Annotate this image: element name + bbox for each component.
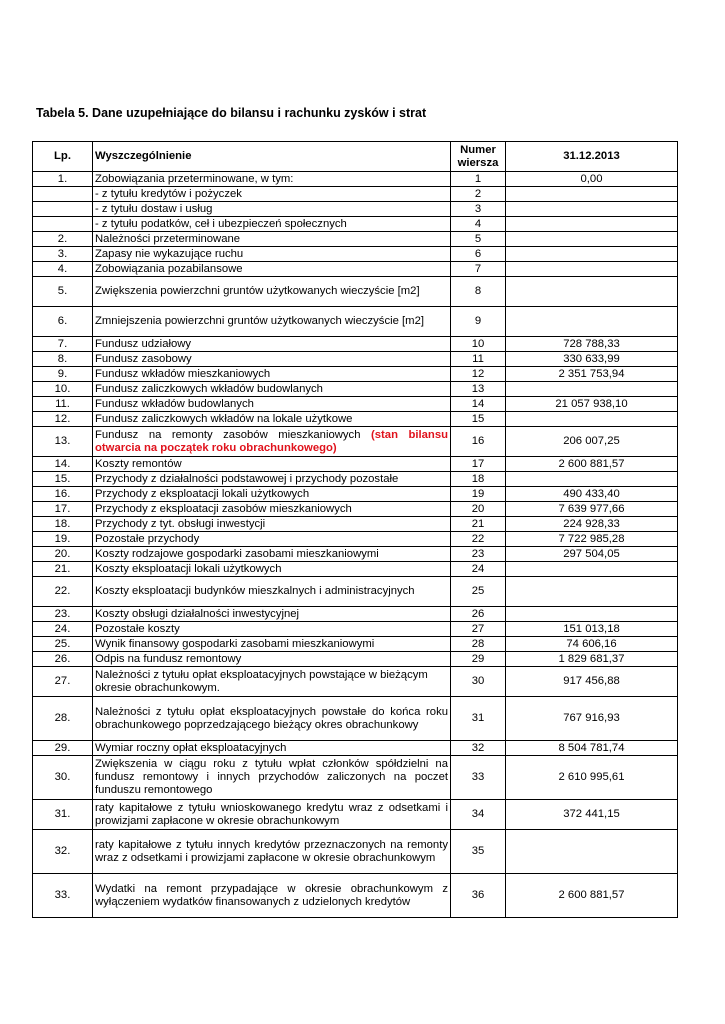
row-description-text: Wymiar roczny opłat eksploatacyjnych [95,741,287,754]
table-row [33,547,678,562]
row-description-text: Koszty rodzajowe gospodarki zasobami mieszkaniowymi [95,547,379,560]
row-description-text: Należności z tytułu opłat eksploatacyjnych powstające w bieżącym okresie obrachunkowym. [95,668,428,694]
row-number: 4 [451,217,506,232]
row-description [93,547,451,562]
row-lp: 20. [33,547,93,562]
row-description-note: (stan bilansu otwarcia na początek roku obrachunkowego) [95,428,449,454]
row-description [93,427,451,457]
row-lp: 9. [33,367,93,382]
row-number: 31 [451,697,506,741]
row-lp: 3. [33,247,93,262]
row-lp: 24. [33,622,93,637]
table-row [33,202,678,217]
row-description-text: Zwiększenia w ciągu roku z tytułu wpłat członków spółdzielni na fundusz remontowy i innych przychodów zaliczonych na poczet funduszu remontowego [95,758,448,796]
row-description-text: Fundusz zaliczkowych wkładów na lokale użytkowe [95,412,353,425]
row-lp: 5. [33,277,93,307]
table-row [33,412,678,427]
row-lp: 21. [33,562,93,577]
row-value: 728 788,33 [506,337,678,352]
row-value [506,562,678,577]
row-value [506,247,678,262]
row-lp: 29. [33,741,93,756]
row-description [93,307,451,337]
table-row [33,532,678,547]
table-row [33,337,678,352]
row-description [93,187,451,202]
table-row [33,830,678,874]
row-description [93,667,451,697]
row-number: 32 [451,741,506,756]
row-description-text: Należności przeterminowane [95,232,241,245]
row-number: 14 [451,397,506,412]
row-value [506,202,678,217]
table-row [33,352,678,367]
row-value: 330 633,99 [506,352,678,367]
row-number: 11 [451,352,506,367]
row-number: 7 [451,262,506,277]
row-description [93,262,451,277]
row-number: 9 [451,307,506,337]
table-row [33,652,678,667]
row-lp: 17. [33,502,93,517]
row-number: 3 [451,202,506,217]
row-number: 21 [451,517,506,532]
row-description [93,697,451,741]
table-row [33,874,678,918]
row-value [506,472,678,487]
row-description [93,397,451,412]
row-number: 33 [451,756,506,800]
row-description-text: Fundusz zasobowy [95,352,192,365]
table-body [33,172,678,918]
row-description-text: Fundusz wkładów mieszkaniowych [95,367,271,380]
row-description [93,412,451,427]
row-description-text: Przychody z eksploatacji lokali użytkowych [95,487,310,500]
row-number: 1 [451,172,506,187]
row-number: 36 [451,874,506,918]
row-description [93,472,451,487]
row-value [506,382,678,397]
row-lp: 16. [33,487,93,502]
row-value [506,577,678,607]
row-lp: 32. [33,830,93,874]
row-description-text: Zobowiązania przeterminowane, w tym: [95,172,294,185]
row-number: 28 [451,637,506,652]
row-description [93,277,451,307]
table-row [33,517,678,532]
table-row [33,502,678,517]
table-row [33,367,678,382]
row-number: 19 [451,487,506,502]
table-row [33,277,678,307]
row-lp: 15. [33,472,93,487]
row-number: 16 [451,427,506,457]
row-number: 8 [451,277,506,307]
row-description [93,172,451,187]
table-row [33,307,678,337]
table-header-row [33,142,678,172]
row-lp: 30. [33,756,93,800]
table-row [33,382,678,397]
row-description [93,874,451,918]
row-lp: 31. [33,800,93,830]
row-value: 7 722 985,28 [506,532,678,547]
row-description [93,577,451,607]
row-value [506,307,678,337]
row-description-text: Zmniejszenia powierzchni gruntów użytkowanych wieczyście [m2] [95,315,424,327]
row-number: 26 [451,607,506,622]
row-lp: 22. [33,577,93,607]
row-description-text: Przychody z tyt. obsługi inwestycji [95,517,266,530]
row-lp [33,202,93,217]
row-value: 151 013,18 [506,622,678,637]
row-description [93,830,451,874]
row-value: 917 456,88 [506,667,678,697]
row-description [93,741,451,756]
header-row-number-line2: wiersza [457,156,499,169]
table-row [33,577,678,607]
table-row [33,217,678,232]
row-description [93,562,451,577]
row-lp: 26. [33,652,93,667]
row-lp: 8. [33,352,93,367]
table-row [33,741,678,756]
row-description [93,337,451,352]
row-description-text: Koszty eksploatacji lokali użytkowych [95,562,282,575]
row-description [93,652,451,667]
row-number: 17 [451,457,506,472]
table-row [33,187,678,202]
row-number: 29 [451,652,506,667]
row-lp: 33. [33,874,93,918]
supplementary-data-table [32,141,678,918]
row-value [506,607,678,622]
row-value: 7 639 977,66 [506,502,678,517]
table-row [33,247,678,262]
row-description [93,352,451,367]
row-description-text: raty kapitałowe z tytułu wnioskowanego kredytu wraz z odsetkami i prowizjami zapłacone w okresie obrachunkowym [95,801,448,827]
row-number: 25 [451,577,506,607]
table-row [33,232,678,247]
row-description-text: Pozostałe przychody [95,532,200,545]
table-row [33,637,678,652]
row-value: 21 057 938,10 [506,397,678,412]
row-lp: 19. [33,532,93,547]
row-lp: 1. [33,172,93,187]
table-row [33,397,678,412]
row-number: 22 [451,532,506,547]
row-lp: 18. [33,517,93,532]
row-lp: 23. [33,607,93,622]
table-row [33,457,678,472]
row-lp: 27. [33,667,93,697]
row-description-text: Wynik finansowy gospodarki zasobami mieszkaniowymi [95,637,375,650]
table-row [33,562,678,577]
row-value: 224 928,33 [506,517,678,532]
row-description-text: - z tytułu dostaw i usług [95,202,213,215]
row-number: 5 [451,232,506,247]
row-lp: 2. [33,232,93,247]
row-value [506,217,678,232]
row-description-text: Fundusz na remonty zasobów mieszkaniowych [95,428,361,441]
row-lp: 13. [33,427,93,457]
row-description [93,382,451,397]
row-description-text: Odpis na fundusz remontowy [95,652,242,665]
row-number: 6 [451,247,506,262]
row-number: 35 [451,830,506,874]
row-description-text: Wydatki na remont przypadające w okresie obrachunkowym z wyłączeniem wydatków finansowanych z udzielonych kredytów [95,882,448,908]
row-number: 10 [451,337,506,352]
row-value: 1 829 681,37 [506,652,678,667]
row-description-text: Koszty remontów [95,457,182,470]
row-number: 12 [451,367,506,382]
row-description [93,637,451,652]
row-description [93,202,451,217]
row-description [93,247,451,262]
row-value [506,232,678,247]
row-description-text: Fundusz zaliczkowych wkładów budowlanych [95,382,323,395]
header-lp: Lp. [33,142,93,172]
row-number: 13 [451,382,506,397]
table-row [33,172,678,187]
row-value: 74 606,16 [506,637,678,652]
header-row-number-line1: Numer [460,143,496,156]
row-lp: 11. [33,397,93,412]
row-lp: 7. [33,337,93,352]
row-lp: 4. [33,262,93,277]
row-value: 8 504 781,74 [506,741,678,756]
table-title: Tabela 5. Dane uzupełniające do bilansu i rachunku zysków i strat [36,106,427,120]
row-description-text: Zobowiązania pozabilansowe [95,262,243,275]
row-description-text: Przychody z działalności podstawowej i przychody pozostałe [95,472,399,485]
row-number: 24 [451,562,506,577]
row-value [506,277,678,307]
row-value: 490 433,40 [506,487,678,502]
row-description [93,457,451,472]
row-description [93,232,451,247]
table-row [33,472,678,487]
row-description-text: Zwiększenia powierzchni gruntów użytkowanych wieczyście [m2] [95,285,420,297]
row-number: 15 [451,412,506,427]
row-description-text: Koszty eksploatacji budynków mieszkalnych i administracyjnych [95,585,415,597]
header-date: 31.12.2013 [506,142,678,172]
row-description [93,756,451,800]
row-value: 2 610 995,61 [506,756,678,800]
row-value [506,830,678,874]
row-description [93,532,451,547]
row-value: 297 504,05 [506,547,678,562]
row-value: 2 600 881,57 [506,457,678,472]
header-description: Wyszczególnienie [93,142,451,172]
table-row [33,262,678,277]
row-lp: 12. [33,412,93,427]
row-value [506,187,678,202]
row-lp: 28. [33,697,93,741]
table-row [33,756,678,800]
row-description [93,217,451,232]
row-description-text: Przychody z eksploatacji zasobów mieszkaniowych [95,502,352,515]
row-description [93,622,451,637]
row-description-text: Pozostałe koszty [95,622,180,635]
row-value: 767 916,93 [506,697,678,741]
row-value: 372 441,15 [506,800,678,830]
table-row [33,697,678,741]
table-row [33,487,678,502]
row-value: 0,00 [506,172,678,187]
row-value [506,262,678,277]
row-number: 23 [451,547,506,562]
table-row [33,622,678,637]
header-row-number [451,142,506,172]
table-row [33,667,678,697]
row-number: 2 [451,187,506,202]
row-number: 34 [451,800,506,830]
row-description [93,517,451,532]
row-number: 20 [451,502,506,517]
row-description-text: - z tytułu podatków, ceł i ubezpieczeń społecznych [95,217,347,230]
row-description-text: Zapasy nie wykazujące ruchu [95,247,244,260]
table-row [33,427,678,457]
row-description [93,367,451,382]
row-lp [33,187,93,202]
row-lp: 25. [33,637,93,652]
table-row [33,800,678,830]
row-lp: 14. [33,457,93,472]
row-description [93,502,451,517]
row-description-text: Koszty obsługi działalności inwestycyjnej [95,607,300,620]
row-number: 30 [451,667,506,697]
row-lp: 10. [33,382,93,397]
row-description-text: Fundusz udziałowy [95,337,192,350]
row-description-text: Fundusz wkładów budowlanych [95,397,254,410]
row-description-text: Należności z tytułu opłat eksploatacyjnych powstałe do końca roku obrachunkowego poprzedzającego bieżący okres obrachunkowy [95,705,448,731]
row-description-text: - z tytułu kredytów i pożyczek [95,187,242,200]
row-value: 2 351 753,94 [506,367,678,382]
table-row [33,607,678,622]
row-lp [33,217,93,232]
row-description [93,607,451,622]
row-value: 206 007,25 [506,427,678,457]
row-description [93,487,451,502]
row-number: 27 [451,622,506,637]
row-number: 18 [451,472,506,487]
row-value: 2 600 881,57 [506,874,678,918]
row-lp: 6. [33,307,93,337]
row-value [506,412,678,427]
row-description [93,800,451,830]
row-description-text: raty kapitałowe z tytułu innych kredytów przeznaczonych na remonty wraz z odsetkami i prowizjami zapłacone w okresie obrachunkowym [95,838,448,864]
